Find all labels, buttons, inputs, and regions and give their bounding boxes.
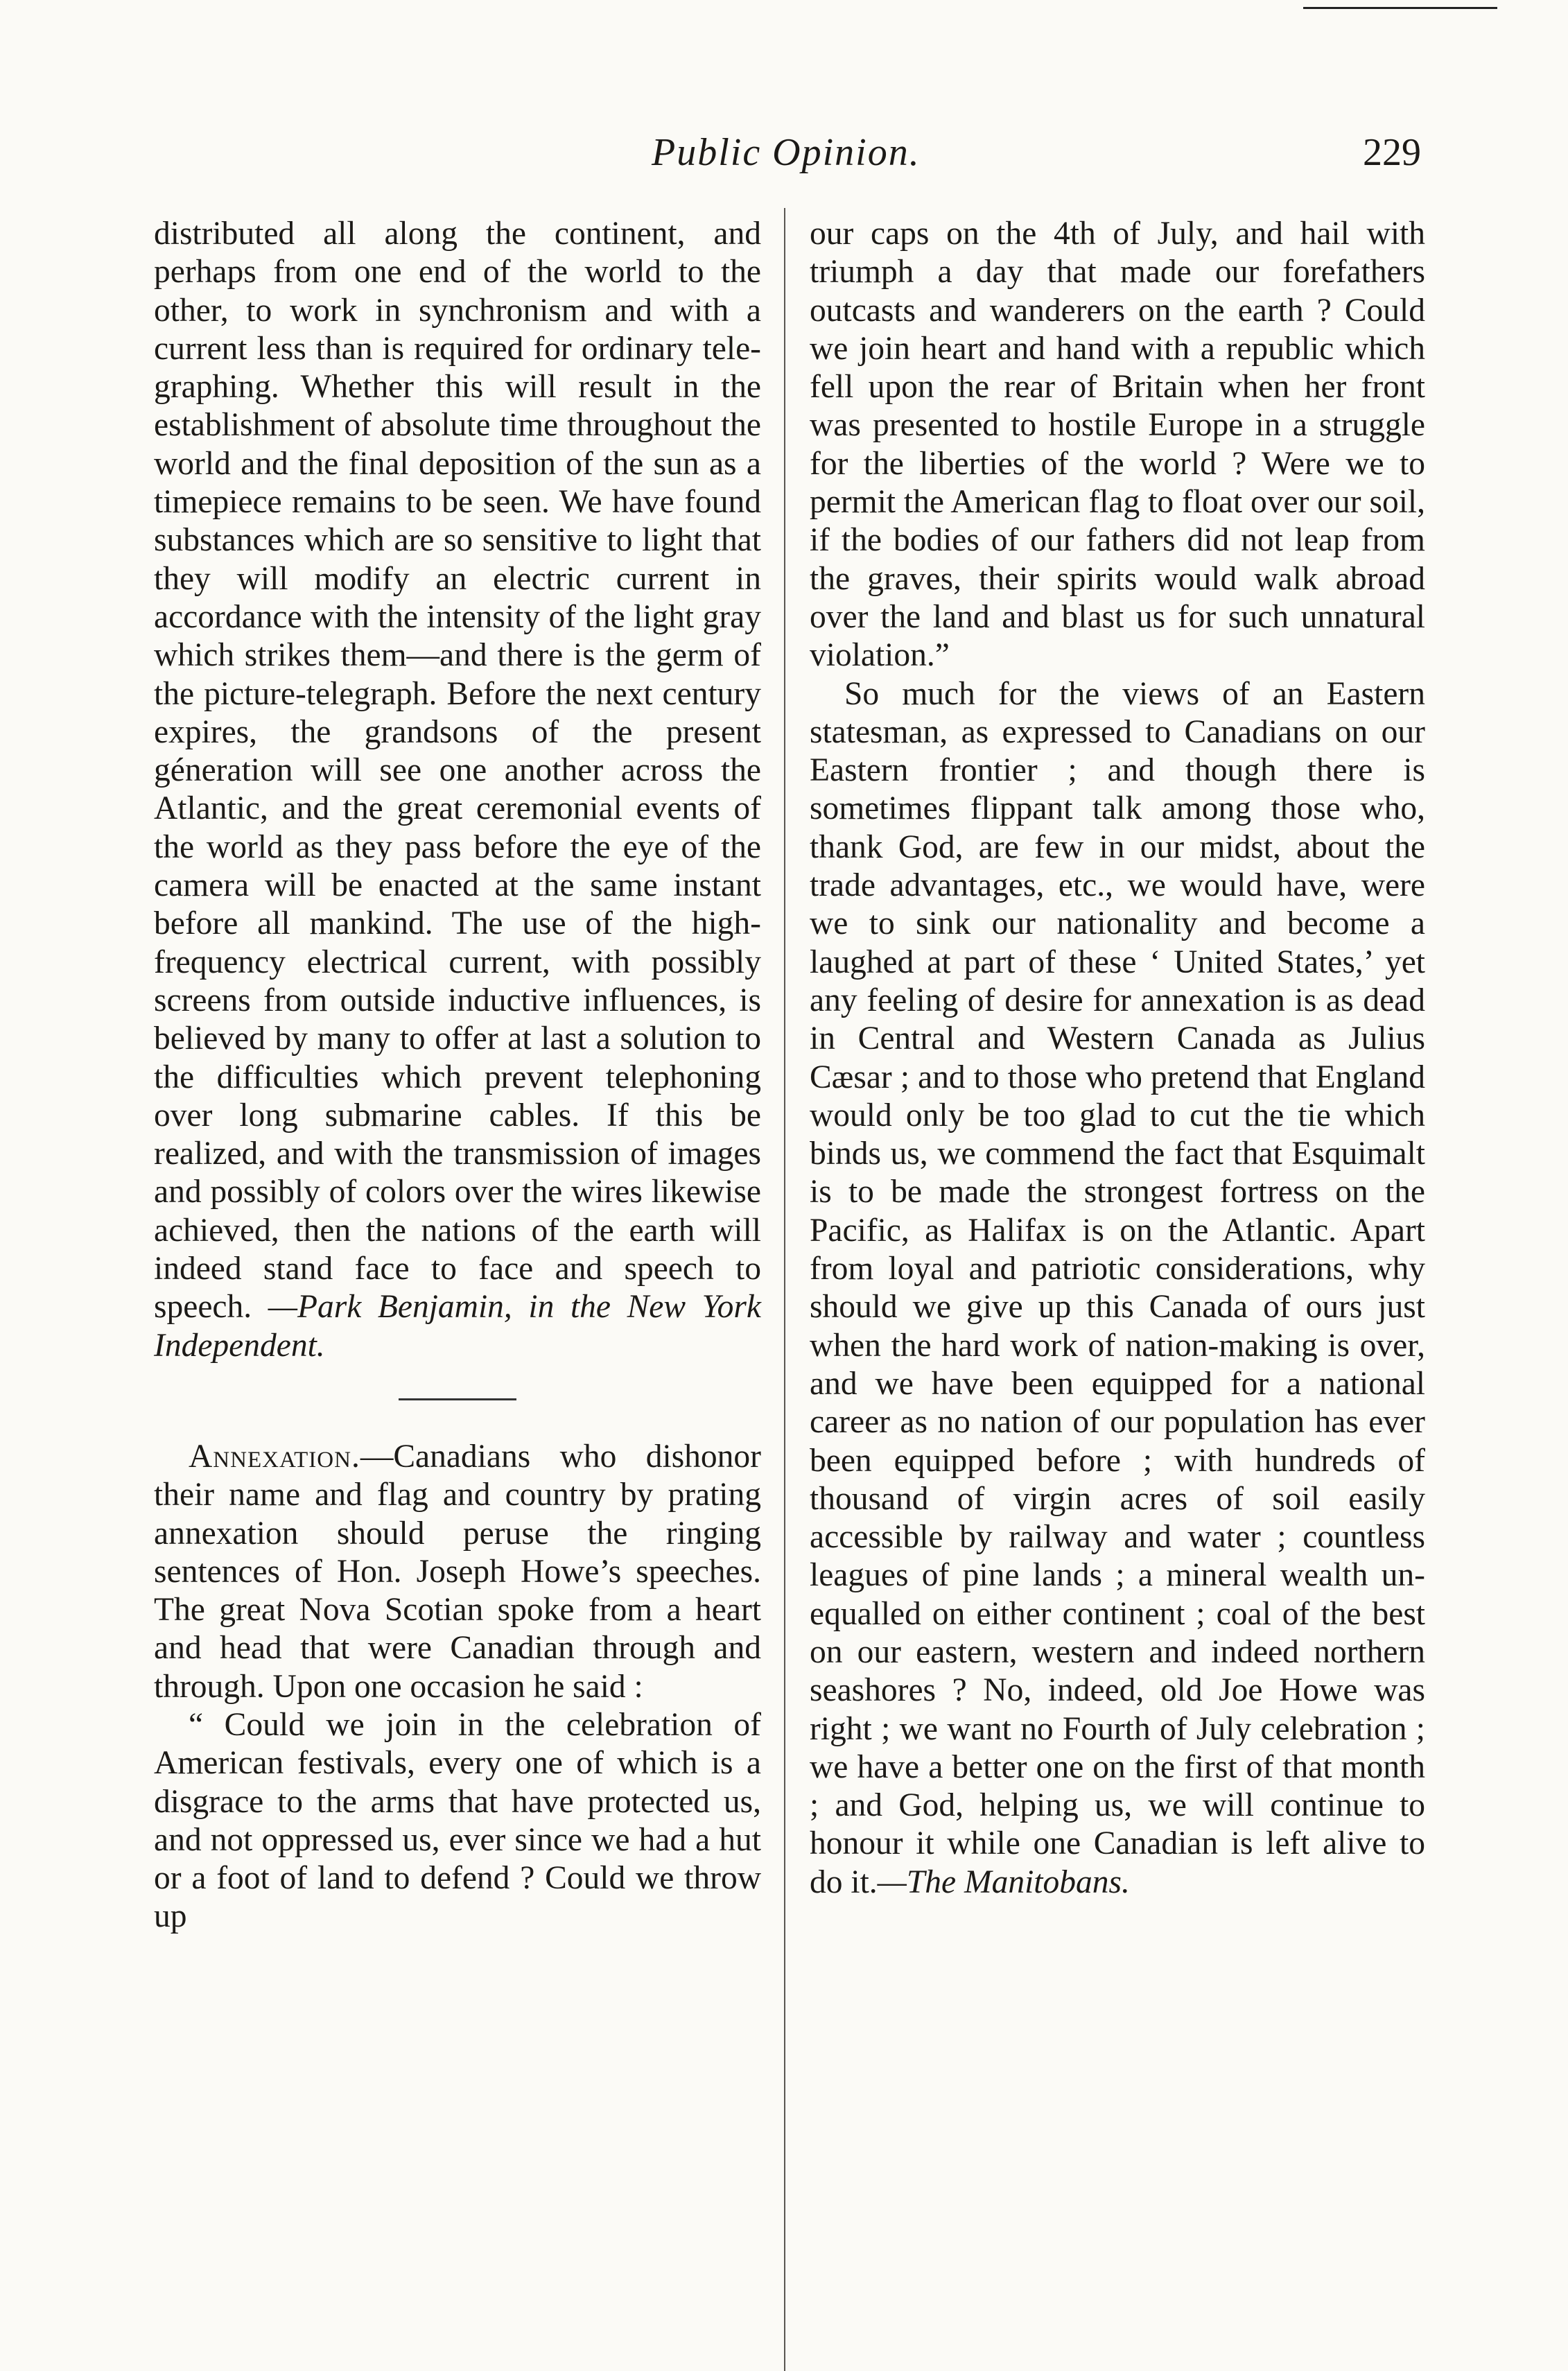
attribution: —Park Benjamin, in the New York Independent. (154, 1289, 761, 1364)
paragraph-text: distributed all along the continent, and perhaps from one end of the world to the other, to work in synchronism and with a current less than is required for ordinary telegraphing. Whether this will result in the establishment of absolute time throughout the world and the final deposition of the sun as a timepiece remains to be seen. We have found substances which are so sensitive to light that they will modify an electric current in accordance with the intensity of the light gray which strikes them—and there is the germ of the picture-telegraph. Before the next century expires, the grandsons of the present géneration will see one another across the Atlantic, and the great ceremonial events of the world as they pass before the eye of the camera will be enacted at the same instant before all mankind. The use of the high-frequency electrical current, with possibly screens from outside inductive influences, is believed by many to offer at last a solution to the difficulties which prevent telephoning over long submarine cables. If this be realized, and with the transmission of images and possibly of colors over the wires likewise achieved, then the nations of the earth will indeed stand face to face and speech to speech. (154, 216, 761, 1326)
section-heading: Annexation. (189, 1438, 360, 1475)
page-number: 229 (1363, 131, 1421, 174)
article-paragraph-continued (154, 215, 761, 1365)
running-title: Public Opinion. (652, 131, 921, 174)
column-divider (784, 208, 785, 2371)
section-divider (399, 1398, 516, 1400)
quotation-continued (810, 215, 1425, 675)
attribution: —The Manitobans. (877, 1864, 1130, 1900)
top-edge-rule (1303, 7, 1497, 9)
right-column (810, 215, 1425, 1902)
page-header (153, 130, 1421, 186)
quotation-paragraph (154, 1706, 761, 1936)
paragraph-text: our caps on the 4th of July, and hail with triumph a day that made our forefathers outcasts and wanderers on the earth ? Could we join heart and hand with a republic which fell upon the rear of Britain when her front was presented to hostile Europe in a struggle for the liberties of the world ? Were we to permit the American flag to float over our soil, if the bodies of our fathers did not leap from the graves, their spirits would walk abroad over the land and blast us for such unnatural violation.” (810, 216, 1425, 674)
paragraph-text: —Canadians who dishonor their name and flag and country by prating annexation should peruse the ringing sentences of Hon. Joseph Howe’s speeches. The great Nova Scotian spoke from a heart and head that were Canadian through and through. Upon one occasion he said : (154, 1438, 761, 1705)
left-column (154, 215, 761, 1936)
commentary-paragraph (810, 675, 1425, 1902)
paragraph-text: “ Could we join in the celebration of American festivals, every one of which is a disgrace to the arms that have protected us, and not oppressed us, ever since we had a hut or a foot of land to defend ? Could we throw up (154, 1706, 761, 1935)
annexation-paragraph (154, 1438, 761, 1706)
paragraph-text: So much for the views of an Eastern statesman, as expressed to Canadians on our Eastern frontier ; and though there is sometimes flippant talk among those who, thank God, are few in our midst, about the trade advantages, etc., we would have, were we to sink our nationality and become a laughed at part of these ‘ United States,’ yet any feeling of desire for annexation is as dead in Central and Western Canada as Julius Cæsar ; and to those who pretend that England would only be too glad to cut the tie which binds us, we commend the fact that Esquimalt is to be made the strongest fortress on the Pacific, as Halifax is on the Atlantic. Apart from loyal and patriotic considerations, why should we give up this Canada of ours just when the hard work of nation-making is over, and we have been equipped for a national career as no nation of our population has ever been equipped before ; with hundreds of thousand of virgin acres of soil easily accessible by railway and water ; countless leagues of pine lands ; a mineral wealth unequalled on either continent ; coal of the best on our eastern, western and indeed northern seashores ? No, indeed, old Joe Howe was right ; we want no Fourth of July celebration ; we have a better one on the first of that month ; and God, helping us, we will continue to honour it while one Canadian is left alive to do it. (810, 675, 1425, 1900)
